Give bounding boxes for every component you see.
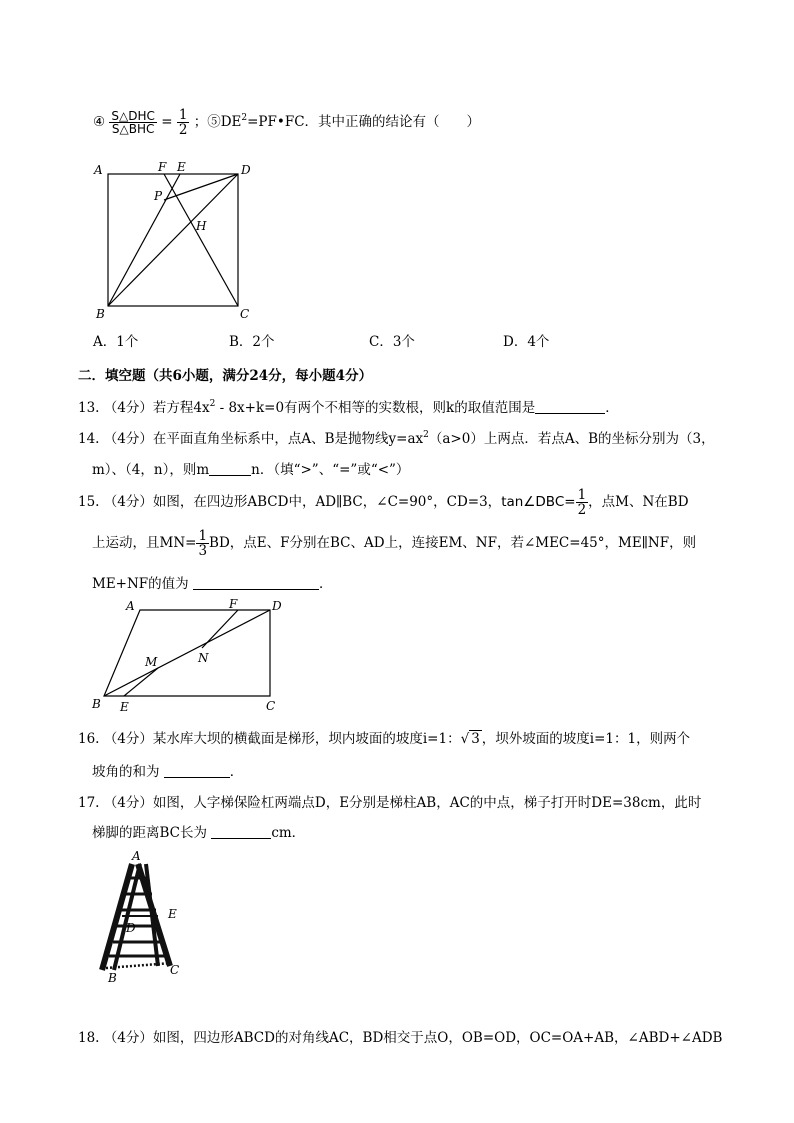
- item-5-text: ；⑤DE: [193, 114, 242, 131]
- q15-text: （4分）如图，在四边形ABCD中，AD∥BC，∠C=90°，CD=3，: [103, 494, 502, 511]
- q14-text-b: （a>0）上两点．若点A、B的坐标分别为（3，: [428, 431, 715, 447]
- answer-blank[interactable]: [164, 764, 230, 779]
- q13-end: ．: [605, 400, 619, 416]
- label-a: A: [94, 163, 103, 177]
- label-d: D: [272, 599, 282, 613]
- q17-line2-end: cm．: [271, 825, 306, 841]
- label-m: M: [145, 655, 158, 669]
- half-fraction: [177, 108, 190, 137]
- tan-fraction: [576, 488, 589, 517]
- question-number: 14.: [78, 431, 100, 447]
- q17-line2-text: 梯脚的距离BC长为: [92, 825, 208, 841]
- option-b: B．2个: [229, 334, 275, 350]
- question-15-line3: [92, 572, 332, 592]
- question-16-line2: [92, 760, 243, 780]
- label-p: P: [154, 189, 163, 203]
- q14-text: （4分）在平面直角坐标系中，点A、B是抛物线y=ax: [103, 431, 424, 447]
- item-4-marker: ④: [93, 114, 106, 131]
- section-title: 二．填空题（共6小题，满分24分，每小题4分）: [78, 368, 373, 384]
- label-h: H: [196, 219, 207, 233]
- question-18-line1: [78, 1026, 722, 1046]
- question-number: 16.: [78, 731, 100, 747]
- q16-text: （4分）某水库大坝的横截面是梯形，坝内坡面的坡度i=1：: [103, 731, 461, 747]
- question-17-line2: [92, 821, 305, 841]
- q15-trapezoid-figure: [90, 596, 290, 714]
- question-number: 13.: [78, 400, 100, 416]
- q15-text-b: ，点M、N在BD: [588, 494, 689, 511]
- fraction-denominator: 3: [198, 543, 208, 560]
- question-number: 17.: [78, 795, 100, 811]
- answer-blank[interactable]: [193, 576, 319, 591]
- question-13: [78, 396, 619, 416]
- q16-line2-text: 坡角的和为: [92, 764, 160, 780]
- segment-fc: [164, 174, 238, 306]
- option-d: D．4个: [503, 334, 550, 350]
- label-a: A: [126, 599, 135, 613]
- question-number: 15.: [78, 494, 100, 511]
- q12-square-figure: [92, 160, 262, 322]
- q13-text-2: - 8x+k=0有两个不相等的实数根，则k的取值范围是: [215, 400, 536, 416]
- fraction-denominator: S△BHC: [111, 122, 155, 137]
- segment-dp: [164, 174, 238, 200]
- question-14-line2: [92, 458, 409, 478]
- fraction-denominator: 2: [577, 502, 587, 519]
- exponent: 2: [209, 399, 216, 409]
- label-c: C: [240, 307, 250, 321]
- q15-line2-text: 上运动，且MN=: [92, 535, 197, 552]
- question-15-line2: [92, 529, 696, 558]
- label-f: F: [229, 597, 238, 611]
- segment-be: [108, 174, 180, 306]
- q15-line3-end: ．: [318, 576, 333, 592]
- label-e: E: [177, 160, 186, 174]
- option-a: A．1个: [93, 334, 139, 350]
- q12-statement: [93, 108, 480, 137]
- q17-text: （4分）如图，人字梯保险杠两端点D，E分别是梯柱AB，AC的中点，梯子打开时DE=38cm，此时: [103, 795, 702, 811]
- exponent: 2: [423, 430, 429, 440]
- tan-expression: tan∠DBC=: [501, 494, 576, 511]
- sqrt-expression: √ 3: [460, 731, 480, 747]
- q15-line2-text-b: BD，点E、F分别在BC、AD上，连接EM、NF，若∠MEC=45°，ME∥NF，则: [209, 535, 697, 552]
- fraction-numerator: 1: [198, 528, 208, 544]
- label-e: E: [120, 700, 129, 714]
- diagonal-bd: [104, 610, 270, 696]
- q18-text: （4分）如图，四边形ABCD的对角线AC，BD相交于点O，OB=OD，OC=OA+AB，∠ABD+∠ADB: [103, 1030, 723, 1046]
- q14-line2-text: m）、（4，n），则m: [92, 462, 210, 478]
- label-b: B: [92, 697, 101, 711]
- q16-text-b: ，坝外坡面的坡度i=1：1，则两个: [481, 731, 691, 747]
- q15-line3-text: ME+NF的值为: [92, 576, 189, 592]
- label-n: N: [198, 651, 209, 665]
- q16-line2-end: ．: [229, 764, 244, 780]
- answer-blank[interactable]: [209, 462, 251, 477]
- answer-blank[interactable]: [535, 400, 605, 415]
- label-d: D: [126, 921, 136, 935]
- equals-sign: =: [161, 114, 173, 131]
- label-c: C: [170, 963, 180, 977]
- fraction-denominator: 2: [178, 122, 188, 139]
- item-5-rest: =PF•FC．其中正确的结论有（ ）: [247, 114, 481, 131]
- fraction-numerator: S△DHC: [111, 108, 155, 123]
- answer-blank[interactable]: [211, 825, 271, 840]
- label-b: B: [108, 971, 117, 985]
- q17-ladder-figure: [92, 850, 192, 986]
- label-b: B: [96, 307, 105, 321]
- label-a: A: [132, 850, 141, 863]
- question-17-line1: [78, 791, 701, 811]
- segment-em: [124, 668, 158, 696]
- label-d: D: [241, 163, 251, 177]
- fraction-numerator: 1: [577, 487, 587, 503]
- q14-line2-end: n．（填“>”、“=”或“<”）: [251, 462, 410, 478]
- area-ratio-fraction: [109, 110, 157, 136]
- label-f: F: [158, 160, 167, 174]
- label-c: C: [266, 699, 276, 713]
- option-c: C．3个: [369, 334, 415, 350]
- fraction-numerator: 1: [178, 107, 188, 123]
- exponent: 2: [241, 113, 248, 124]
- radicand: 3: [471, 731, 480, 747]
- question-14-line1: [78, 427, 715, 447]
- mn-fraction: [196, 529, 209, 558]
- question-16-line1: [78, 727, 690, 747]
- question-number: 18.: [78, 1030, 100, 1046]
- question-15-line1: [78, 488, 689, 517]
- diagonal-bd: [108, 174, 238, 306]
- q13-text: （4分）若方程4x: [103, 400, 210, 416]
- label-e: E: [168, 907, 177, 921]
